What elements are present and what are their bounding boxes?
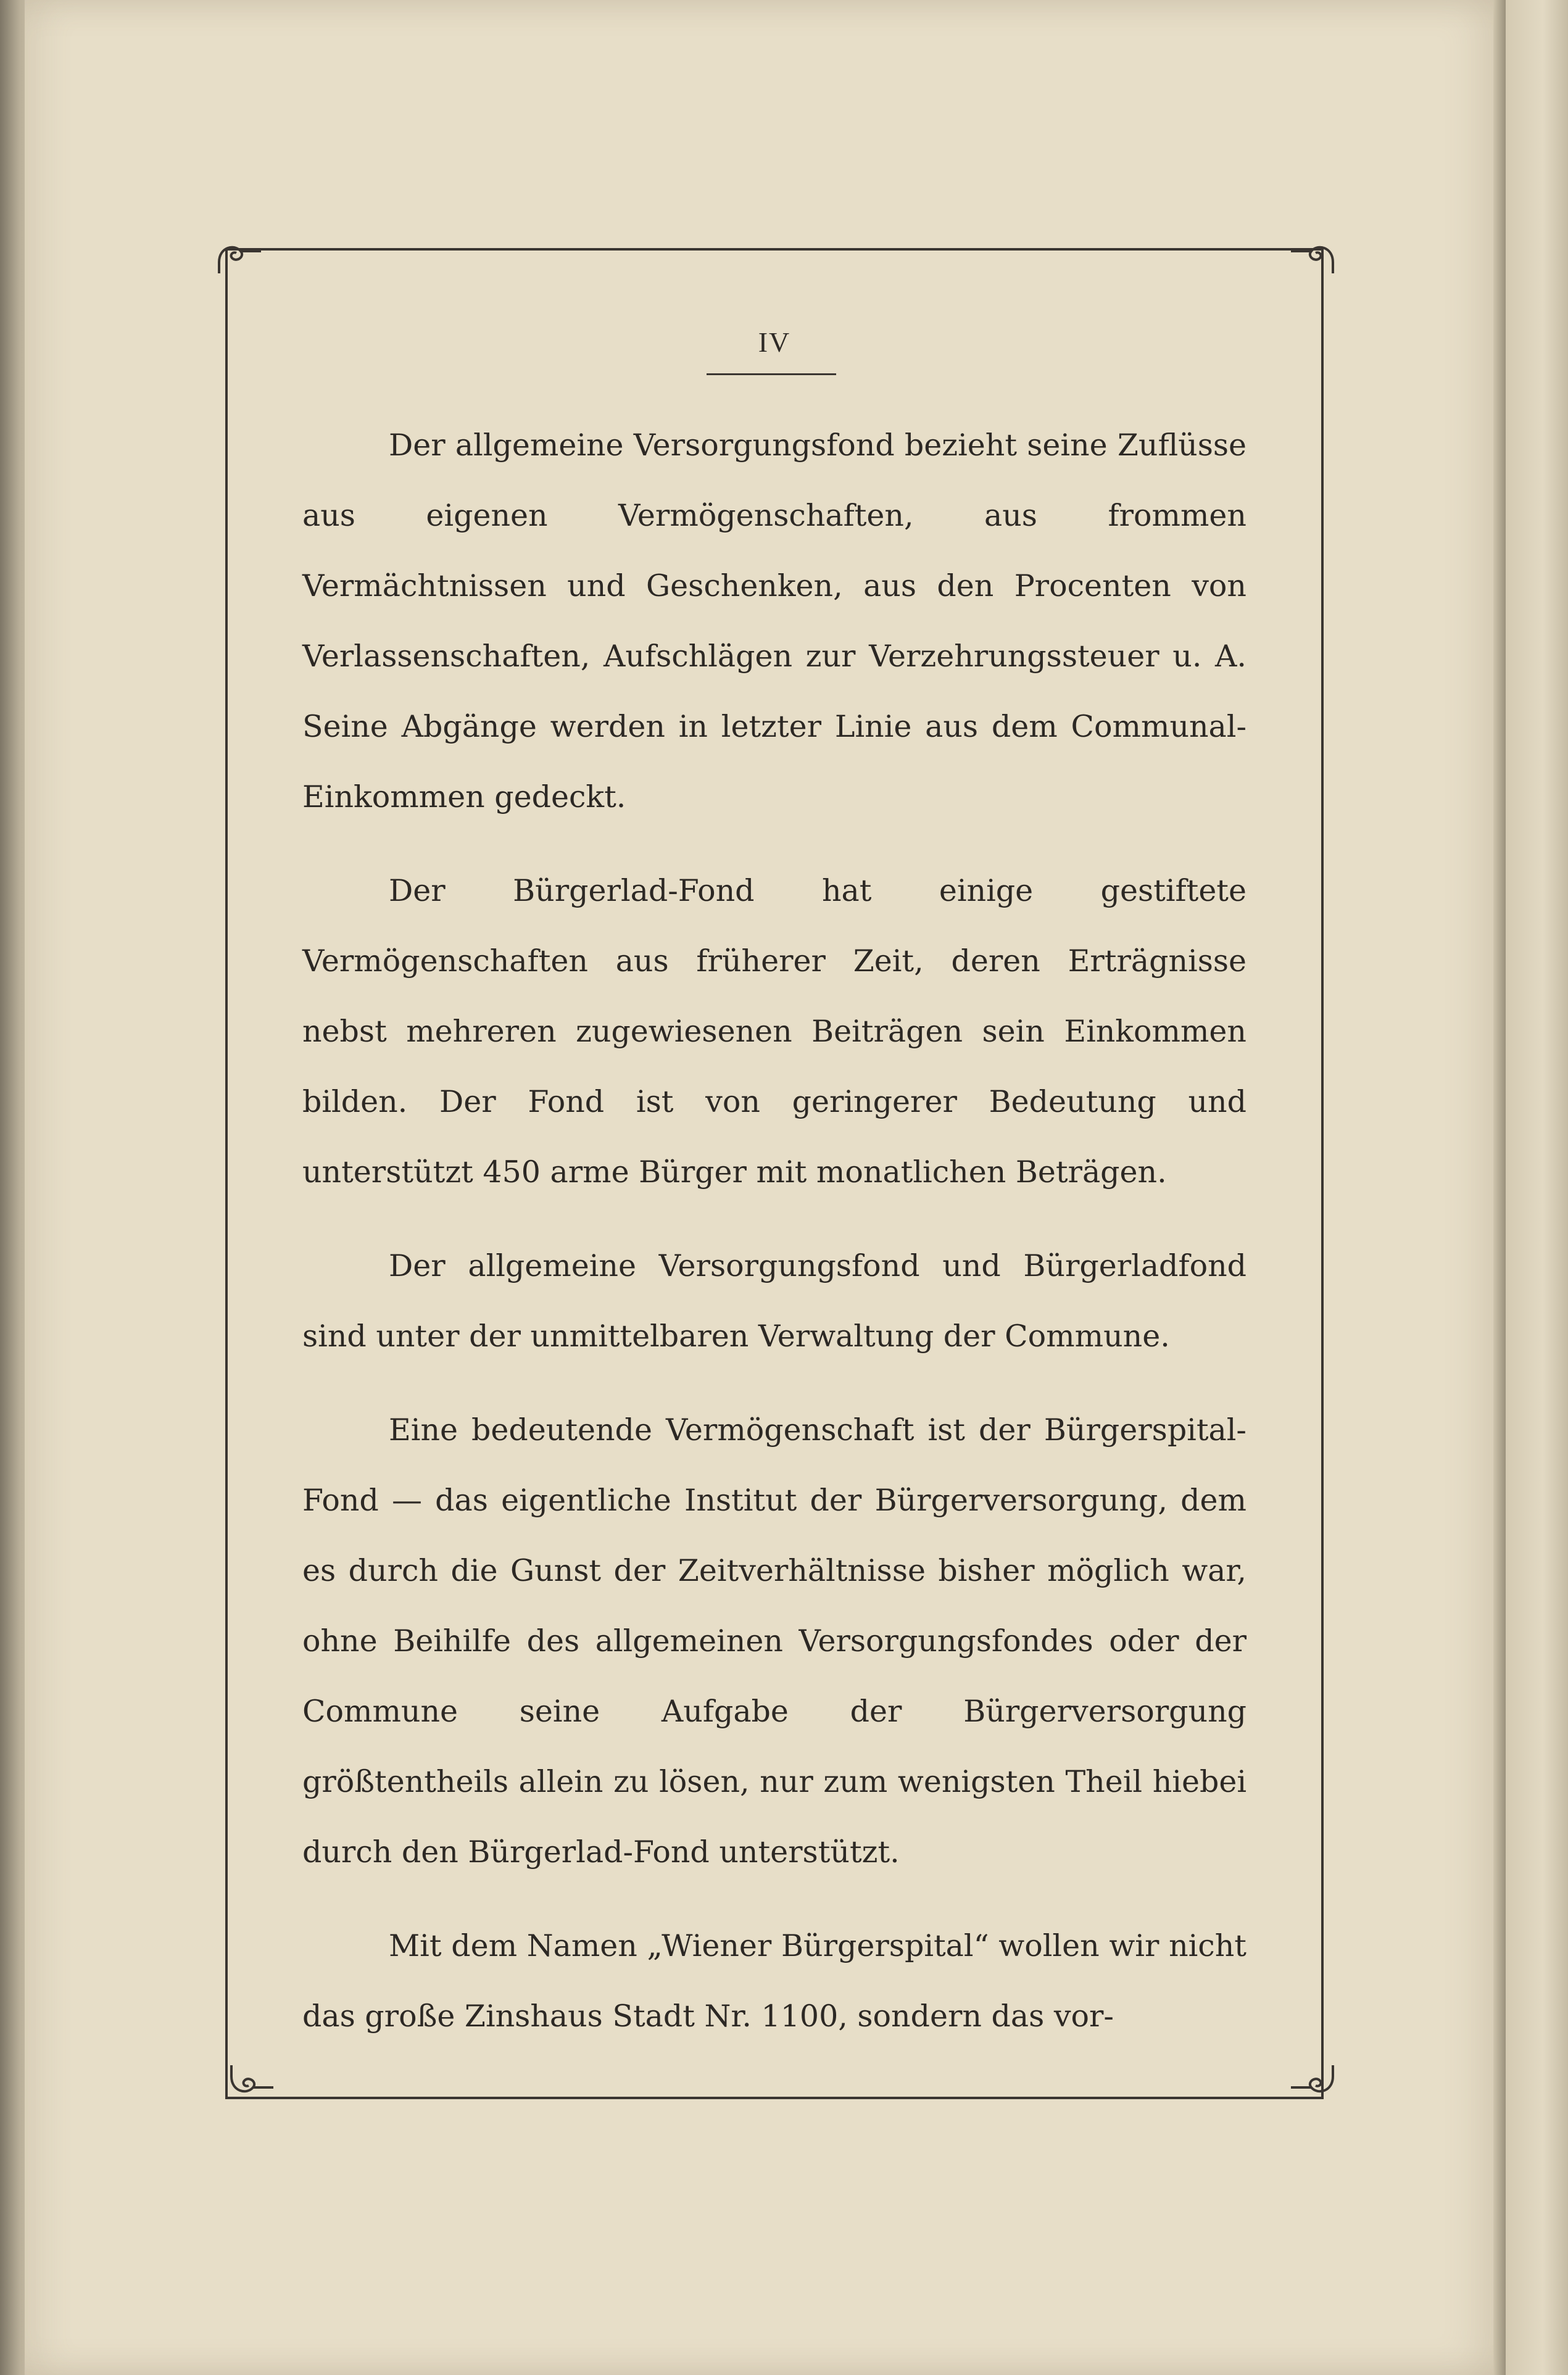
next-page-edge [1506, 0, 1568, 2375]
body-text [302, 410, 1247, 2052]
paragraph-versorgungsfond: Der allgemeine Versorgungsfond bezieht seine Zuflüsse aus eigenen Vermögenschaften, aus frommen Vermächtnissen und Geschenken, aus den Procenten von Verlassenschaften, Aufschlägen zur Verzehrungssteuer u. A. Seine Abgänge werden in letzter Linie aus dem Communal-Einkommen gedeckt. [302, 428, 1247, 814]
page-number: IV [758, 326, 791, 358]
paragraph-buergerspital-fond: Eine bedeutende Vermögenschaft ist der Bürgerspital-Fond — das eigentliche Institut der Bürgerversorgung, dem es durch die Gunst der Zeitverhältnisse bisher möglich war, ohne Beihilfe des allgemeinen Versorgungsfondes oder der Commune seine Aufgabe der Bürgerversorgung größtentheils allein zu lösen, nur zum wenigsten Theil hiebei durch den Bürgerlad-Fond unterstützt. [302, 1412, 1247, 1870]
frame-corner-ornament-bottom-left [225, 2064, 275, 2101]
frame-corner-ornament-top-left [213, 238, 262, 275]
paragraph-buergerlad-fond: Der Bürgerlad-Fond hat einige gestiftete Vermögenschaften aus früherer Zeit, deren Erträgnisse nebst mehreren zugewiesenen Beiträgen sein Einkommen bilden. Der Fond ist von geringerer Bedeutung und unterstützt 450 arme Bürger mit monatlichen Beträgen. [302, 873, 1247, 1190]
frame-corner-ornament-bottom-right [1290, 2064, 1339, 2101]
paragraph-wiener-buergerspital: Mit dem Namen „Wiener Bürgerspital“ wollen wir nicht das große Zinshaus Stadt Nr. 1100, sondern das vor- [302, 1928, 1247, 2034]
paragraph-verwaltung: Der allgemeine Versorgungsfond und Bürgerladfond sind unter der unmittelbaren Verwaltung der Commune. [302, 1248, 1247, 1354]
page-edge [1493, 0, 1506, 2375]
page-number-rule [707, 373, 836, 375]
frame-corner-ornament-top-right [1290, 238, 1339, 275]
